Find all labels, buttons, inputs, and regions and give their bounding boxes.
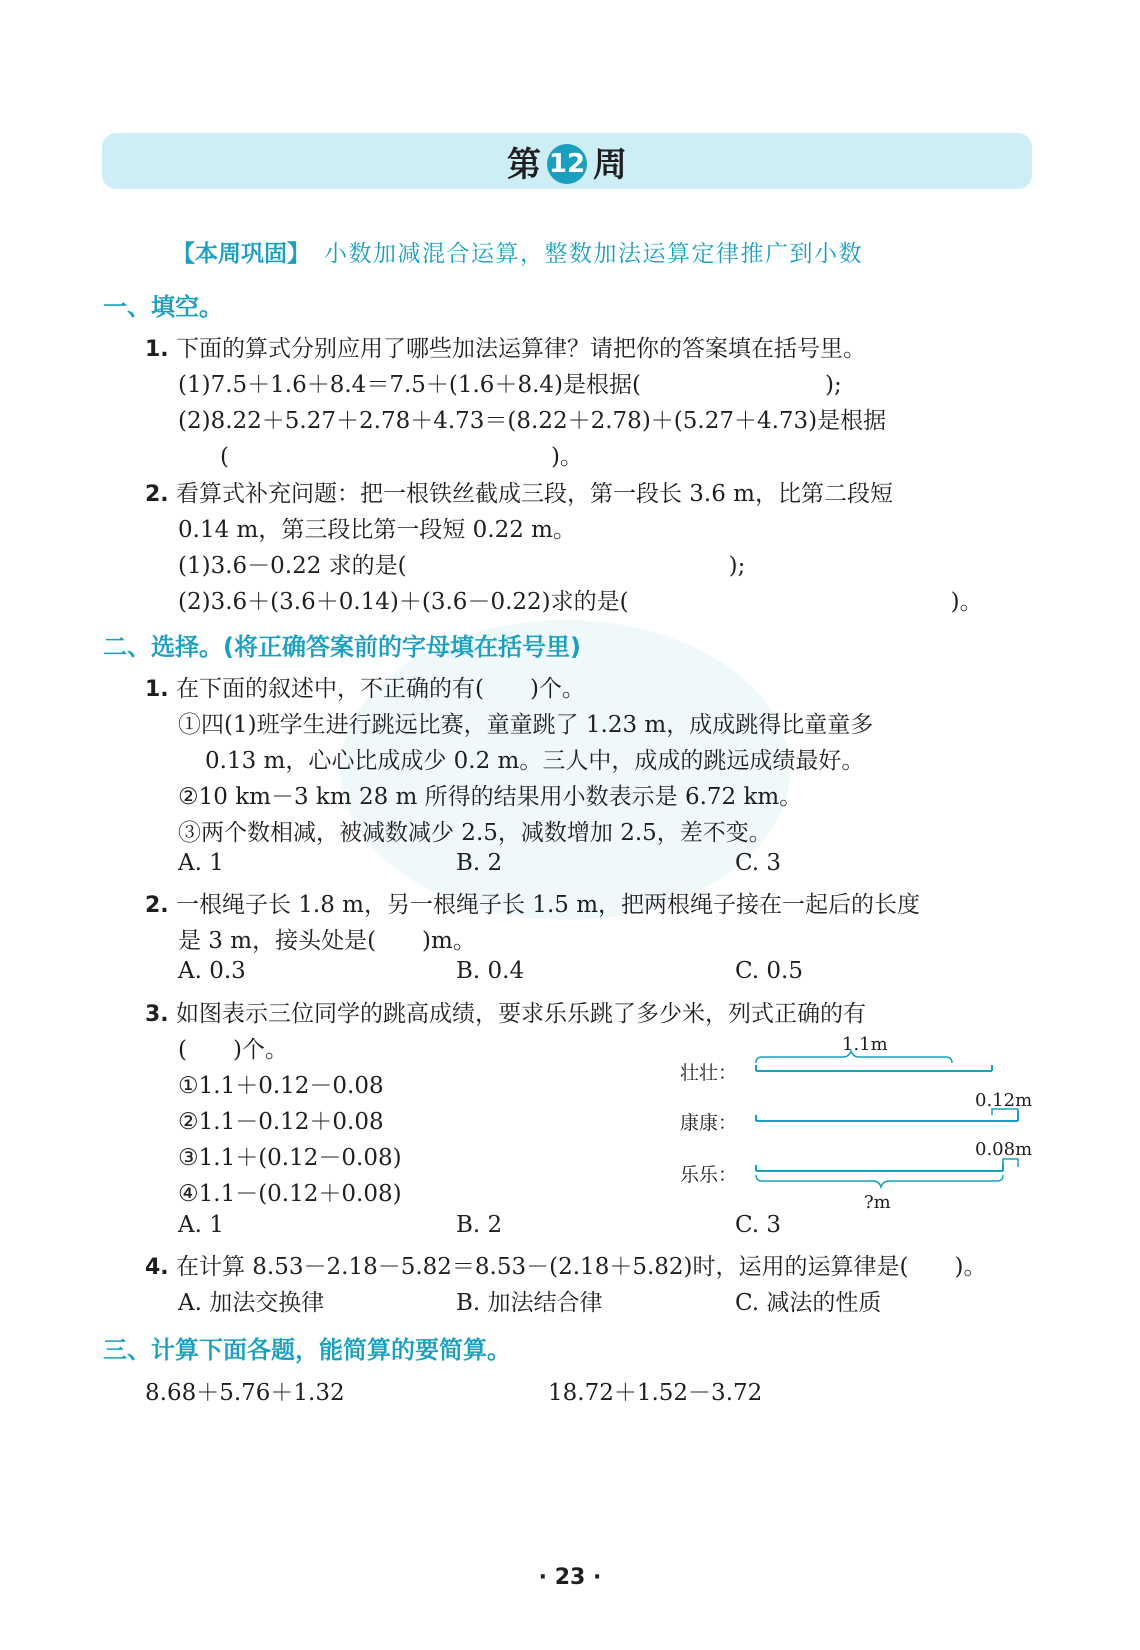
- s1-q2-text: 看算式补充问题：把一根铁丝截成三段，第一段长 3.6 m，比第二段短: [175, 481, 893, 507]
- s1-q2: [145, 475, 893, 508]
- jump-diagram: [680, 1035, 1060, 1215]
- diagram-name-zhuang: 壮壮：: [680, 1062, 738, 1084]
- diagram-label-bottom: ?m: [864, 1192, 891, 1213]
- s2-q1-option-b: B. 2: [456, 850, 503, 876]
- s2-q2-text2: 是 3 m，接头处是( )m。: [178, 928, 476, 954]
- week-prefix: 第: [507, 145, 541, 185]
- s1-q2-num: 2.: [145, 482, 169, 507]
- review-label: 【本周巩固】: [172, 241, 310, 267]
- s1-q1-text: 下面的算式分别应用了哪些加法运算律？请把你的答案填在括号里。: [175, 336, 866, 362]
- s2-q2-text: 一根绳子长 1.8 m，另一根绳子长 1.5 m，把两根绳子接在一起后的长度: [175, 892, 921, 918]
- s2-q1-s1b: 0.13 m，心心比成成少 0.2 m。三人中，成成的跳远成绩最好。: [205, 748, 865, 774]
- s3-expr-1: 8.68＋5.76＋1.32: [145, 1380, 345, 1406]
- s2-q4-text: 在计算 8.53－2.18－5.82＝8.53－(2.18＋5.82)时，运用的运算律是( )。: [175, 1254, 987, 1280]
- brace-bottom: [756, 1175, 1003, 1187]
- s2-q4-option-c: C. 减法的性质: [735, 1290, 882, 1316]
- s1-q1-num: 1.: [145, 337, 169, 362]
- s2-q1-s2: ②10 km－3 km 28 m 所得的结果用小数表示是 6.72 km。: [178, 784, 803, 810]
- week-number-badge: 12: [547, 144, 587, 184]
- s1-q1: [145, 330, 866, 363]
- bracket-kang: [992, 1109, 1018, 1115]
- s2-q1: [145, 670, 585, 703]
- page-number: · 23 ·: [538, 1565, 602, 1590]
- s2-q1-text: 在下面的叙述中，不正确的有( )个。: [175, 676, 585, 702]
- diagram-name-kang: 康康：: [680, 1112, 738, 1134]
- s2-q3-formula-4: ④1.1－(0.12＋0.08): [178, 1181, 402, 1207]
- s2-q3-formula-2: ②1.1－0.12＋0.08: [178, 1109, 384, 1135]
- s1-q1-b2: ( )。: [220, 444, 583, 470]
- section3-title: 三、计算下面各题，能简算的要简算。: [103, 1336, 511, 1364]
- diagram-bars: [680, 1035, 1060, 1215]
- bracket-le: [1003, 1159, 1018, 1167]
- s2-q2: [145, 886, 920, 919]
- s1-q1-a: (1)7.5＋1.6＋8.4＝7.5＋(1.6＋8.4)是根据( );: [178, 372, 842, 398]
- week-title: [102, 137, 1032, 186]
- week-banner: [102, 133, 1032, 189]
- s1-q2-b: (2)3.6＋(3.6＋0.14)＋(3.6－0.22)求的是( )。: [178, 589, 983, 615]
- s2-q3-option-b: B. 2: [456, 1212, 503, 1238]
- s2-q1-s1: ①四(1)班学生进行跳远比赛，童童跳了 1.23 m，成成跳得比童童多: [178, 712, 874, 738]
- s3-expr-2: 18.72＋1.52－3.72: [548, 1380, 763, 1406]
- section2-title: 二、选择。(将正确答案前的字母填在括号里): [103, 633, 581, 661]
- brace-top: [756, 1051, 952, 1063]
- s2-q3: [145, 995, 866, 1028]
- s2-q4-option-a: A. 加法交换律: [178, 1290, 325, 1316]
- s2-q1-option-c: C. 3: [735, 850, 782, 876]
- diagram-label-le: 0.08m: [975, 1139, 1033, 1160]
- s2-q3-text2: ( )个。: [178, 1037, 288, 1063]
- s2-q3-option-a: A. 1: [178, 1212, 224, 1238]
- diagram-name-le: 乐乐：: [680, 1164, 738, 1186]
- s1-q2-text2: 0.14 m，第三段比第一段短 0.22 m。: [178, 517, 576, 543]
- s2-q3-option-c: C. 3: [735, 1212, 782, 1238]
- s2-q3-num: 3.: [145, 1002, 169, 1027]
- s1-q1-b: (2)8.22＋5.27＋2.78＋4.73＝(8.22＋2.78)＋(5.27＋4.73)是根据: [178, 408, 887, 434]
- s2-q3-formula-1: ①1.1＋0.12－0.08: [178, 1073, 384, 1099]
- s2-q1-s3: ③两个数相减，被减数减少 2.5，减数增加 2.5，差不变。: [178, 820, 772, 846]
- s2-q3-text: 如图表示三位同学的跳高成绩，要求乐乐跳了多少米，列式正确的有: [175, 1001, 866, 1027]
- s2-q4-option-b: B. 加法结合律: [456, 1290, 603, 1316]
- review-line: [172, 235, 863, 268]
- s2-q2-option-b: B. 0.4: [456, 958, 525, 984]
- s2-q2-option-c: C. 0.5: [735, 958, 803, 984]
- s2-q2-num: 2.: [145, 893, 169, 918]
- s2-q2-option-a: A. 0.3: [178, 958, 246, 984]
- diagram-label-kang: 0.12m: [975, 1090, 1033, 1111]
- section1-title: 一、填空。: [103, 293, 223, 321]
- s2-q1-option-a: A. 1: [178, 850, 224, 876]
- s2-q3-formula-3: ③1.1＋(0.12－0.08): [178, 1145, 402, 1171]
- week-suffix: 周: [593, 145, 627, 185]
- review-text: 小数加减混合运算，整数加法运算定律推广到小数: [324, 241, 863, 267]
- s1-q2-a: (1)3.6－0.22 求的是( );: [178, 553, 746, 579]
- s2-q4-num: 4.: [145, 1255, 169, 1280]
- s2-q4: [145, 1248, 986, 1281]
- s2-q1-num: 1.: [145, 677, 169, 702]
- diagram-label-top: 1.1m: [842, 1034, 888, 1055]
